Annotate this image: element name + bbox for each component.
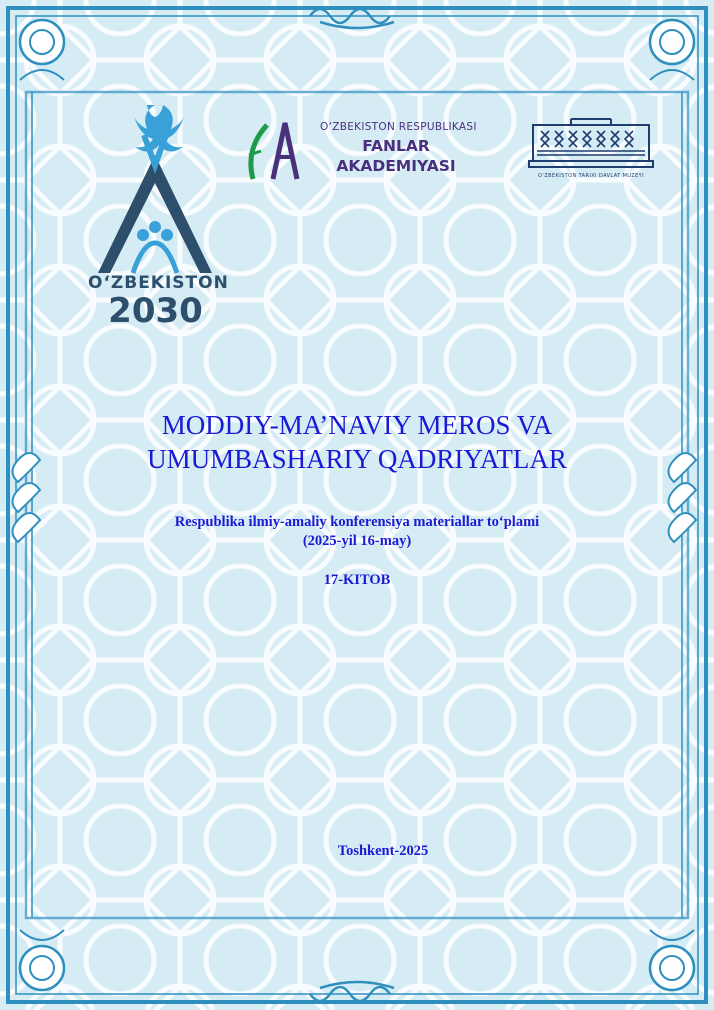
museum-building-icon [527,115,655,171]
title-line-2: UMUMBASHARIY QADRIYATLAR [147,444,567,474]
museum-caption: O‘ZBEKISTON TARIXI DAVLAT MUZEYI [538,173,644,179]
academy-of-sciences-logo [245,115,495,185]
academy-country-text: O‘ZBEKISTON RESPUBLIKASI [320,121,477,133]
place-and-year: Toshkent-2025 [337,843,429,859]
subtitle-line-1: Respublika ilmiy-amaliy konferensiya materiallar to‘plami [174,514,540,530]
document-title [110,408,604,476]
academy-emblem [245,115,303,183]
brand-text-country: O‘ZBEKISTON [88,273,229,293]
academy-name-line1: FANLAR [362,137,430,155]
brand-text-year: 2030 [108,291,203,331]
book-number: 17-KITOB [323,572,391,588]
title-line-1: MODDIY-MA’NAVIY MEROS VA [161,410,553,440]
state-history-museum-logo [527,115,655,185]
uzbekistan-2030-logo [88,95,229,335]
document-subtitle [110,513,604,551]
academy-name-line2: AKADEMIYASI [336,157,456,175]
uzbekistan-2030-emblem [88,95,223,275]
subtitle-date: (2025-yil 16-may) [302,533,412,549]
